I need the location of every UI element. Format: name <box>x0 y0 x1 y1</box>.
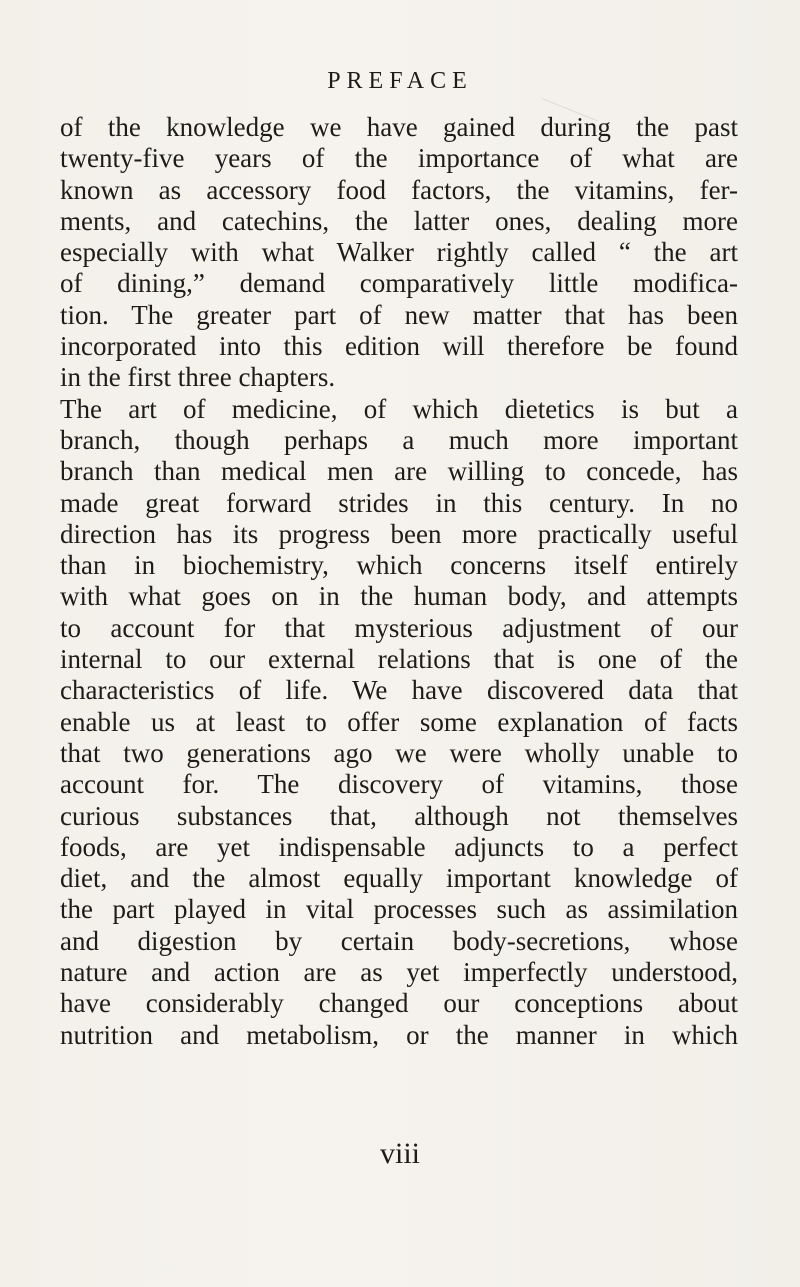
text-line: made great forward strides in this century. In no <box>60 487 738 518</box>
text-line: curious substances that, although not themselves <box>60 800 738 831</box>
text-line: foods, are yet indispensable adjuncts to a perfect <box>60 831 738 862</box>
text-line: branch than medical men are willing to concede, has <box>60 456 738 487</box>
text-line: characteristics of life. We have discovered data that <box>60 675 738 706</box>
text-line: nutrition and metabolism, or the manner in which <box>60 1019 738 1050</box>
text-line: with what goes on in the human body, and attempts <box>60 581 738 612</box>
text-line: twenty-five years of the importance of what are <box>60 143 738 174</box>
text-line: known as accessory food factors, the vitamins, fer- <box>60 174 738 205</box>
text-line: of dining,” demand comparatively little modifica- <box>60 268 738 299</box>
text-line: nature and action are as yet imperfectly understood, <box>60 957 738 988</box>
page-number: viii <box>379 1137 420 1170</box>
text-line: diet, and the almost equally important knowledge of <box>60 863 738 894</box>
running-head: PREFACE <box>327 68 473 94</box>
text-line: direction has its progress been more practically useful <box>60 518 738 549</box>
text-line: of the knowledge we have gained during the past <box>60 112 738 142</box>
text-line: enable us at least to offer some explanation of facts <box>60 706 738 737</box>
text-line: incorporated into this edition will therefore be found <box>60 331 738 362</box>
text-line: ments, and catechins, the latter ones, dealing more <box>60 205 738 236</box>
text-line: internal to our external relations that is one of the <box>60 644 738 675</box>
text-line: to account for that mysterious adjustment of our <box>60 612 738 643</box>
body-text <box>60 112 738 1051</box>
text-line: especially with what Walker rightly called “ the art <box>60 237 738 268</box>
text-line: and digestion by certain body-secretions, whose <box>60 925 738 956</box>
text-line: branch, though perhaps a much more important <box>60 424 738 455</box>
text-line: The art of medicine, of which dietetics is but a <box>60 393 738 424</box>
text-line: in the first three chapters. <box>60 362 336 393</box>
text-line: that two generations ago we were wholly unable to <box>60 737 738 768</box>
text-line: than in biochemistry, which concerns itself entirely <box>60 550 738 581</box>
text-line: have considerably changed our conceptions about <box>60 988 738 1019</box>
text-line: the part played in vital processes such as assimilation <box>60 894 738 925</box>
text-line: tion. The greater part of new matter that has been <box>60 299 738 330</box>
text-line: account for. The discovery of vitamins, those <box>60 769 738 800</box>
